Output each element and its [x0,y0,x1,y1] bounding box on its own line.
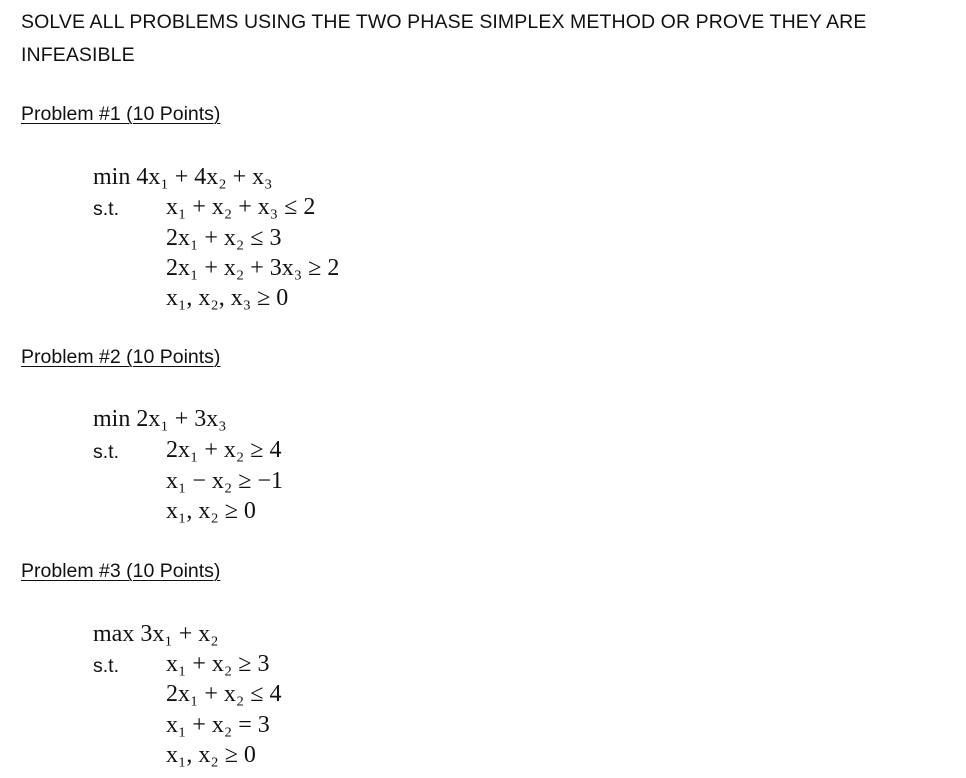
problem-2-constraint-1: 2x₁ + x₂ ≥ 4 [166,437,282,463]
problem-3-constraint-2: 2x₁ + x₂ ≤ 4 [166,681,282,707]
problem-2-constraint-2: x₁ − x₂ ≥ −1 [166,468,283,494]
problem-2-title: Problem #2 (10 Points) [21,346,221,368]
problem-3-nonnegativity: x₁, x₂ ≥ 0 [166,742,256,768]
problem-3-st-label: s.t. [93,655,120,677]
instructions-heading [21,6,921,72]
problem-1-constraint-1: x₁ + x₂ + x₃ ≤ 2 [166,194,316,220]
problem-3-title: Problem #3 (10 Points) [21,560,221,582]
problem-3-constraint-1: x₁ + x₂ ≥ 3 [166,651,270,677]
instructions-line-1: SOLVE ALL PROBLEMS USING THE TWO PHASE SIMPLEX METHOD OR PROVE THEY ARE [21,11,867,33]
problem-2-st-label: s.t. [93,441,120,463]
problem-2-nonnegativity: x₁, x₂ ≥ 0 [166,498,256,524]
problem-1-constraint-3: 2x₁ + x₂ + 3x₃ ≥ 2 [166,255,340,281]
instructions-line-2: INFEASIBLE [21,44,135,66]
problem-1-title: Problem #1 (10 Points) [21,103,221,125]
problem-1-nonnegativity: x₁, x₂, x₃ ≥ 0 [166,285,289,311]
problem-2-objective: min 2x₁ + 3x₃ [93,406,227,432]
problem-1-constraint-2: 2x₁ + x₂ ≤ 3 [166,225,282,251]
problem-3-objective: max 3x₁ + x₂ [93,621,219,647]
problem-3-constraint-3: x₁ + x₂ = 3 [166,712,270,738]
problem-1-objective: min 4x₁ + 4x₂ + x₃ [93,164,273,190]
problem-1-st-label: s.t. [93,198,120,220]
